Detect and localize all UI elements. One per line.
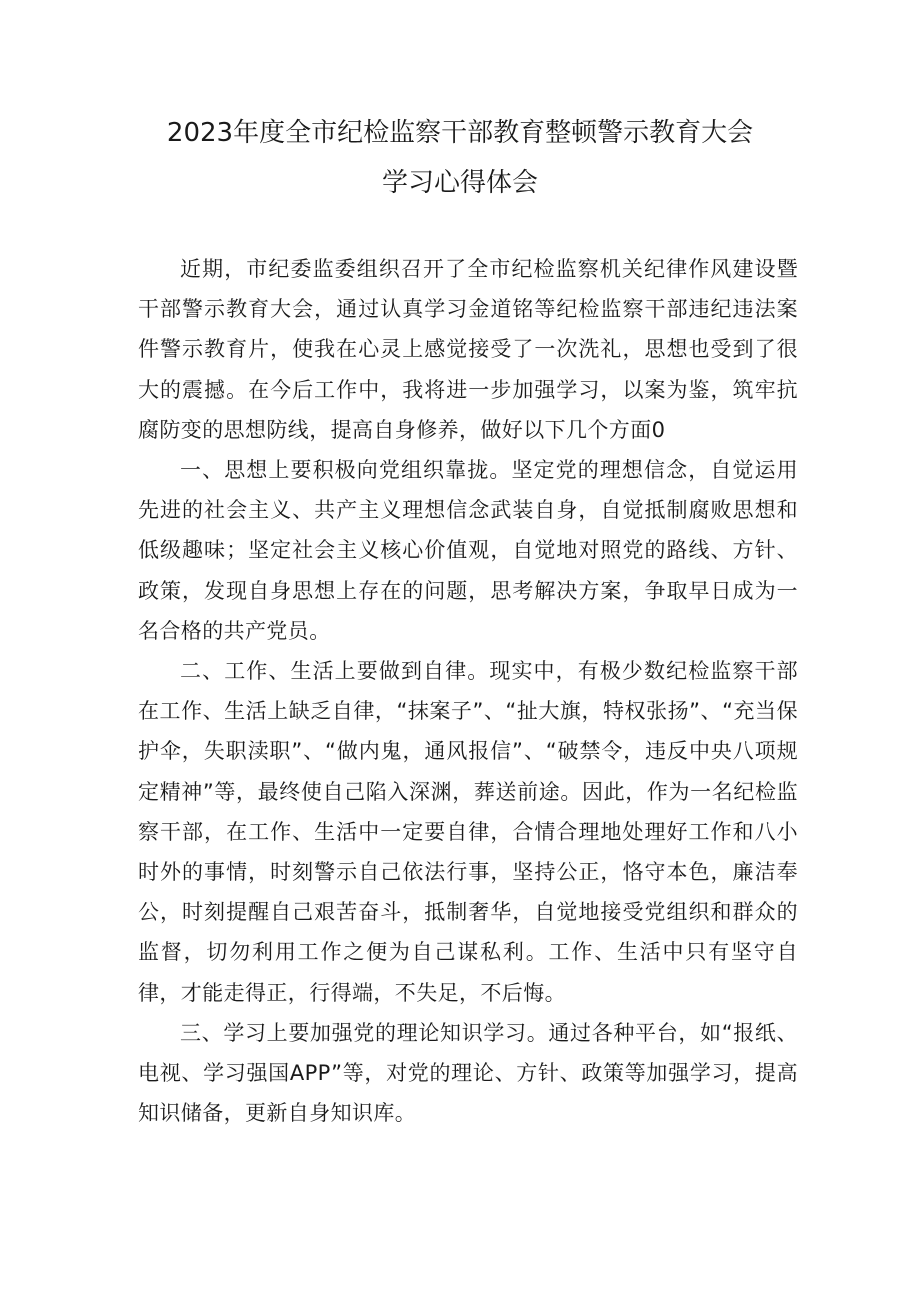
paragraph-point-3: 三、学习上要加强党的理论知识学习。通过各种平台，如“报纸、电视、学习强国APP”等，对党的理论、方针、政策等加强学习，提高知识储备，更新自身知识库。	[138, 1020, 798, 1126]
document-title	[0, 108, 920, 208]
document-body	[138, 249, 798, 1133]
paragraph-intro: 近期，市纪委监委组织召开了全市纪检监察机关纪律作风建设暨干部警示教育大会，通过认真学习金道铭等纪检监察干部违纪违法案件警示教育片，使我在心灵上感觉接受了一次洗礼，思想也受到了很大的震撼。在今后工作中，我将进一步加强学习，以案为鉴，筑牢抗腐防变的思想防线，提高自身修养，做好以下几个方面0	[138, 257, 798, 442]
paragraph-point-1: 一、思想上要积极向党组织靠拢。坚定党的理想信念，自觉运用先进的社会主义、共产主义理想信念武装自身，自觉抵制腐败思想和低级趣味；坚定社会主义核心价值观，自觉地对照党的路线、方针、政策，发现自身思想上存在的问题，思考解决方案，争取早日成为一名合格的共产党员。	[138, 458, 798, 643]
title-line-1: 2023年度全市纪检监察干部教育整顿警示教育大会	[166, 118, 754, 148]
title-line-2: 学习心得体会	[381, 168, 538, 198]
paragraph-point-2: 二、工作、生活上要做到自律。现实中，有极少数纪检监察干部在工作、生活上缺乏自律，“抹案子”、“扯大旗，特权张扬”、“充当保护伞，失职渎职”、“做内鬼，通风报信”、“破禁令，违反中央八项规定精神”等，最终使自己陷入深渊，葬送前途。因此，作为一名纪检监察干部，在工作、生活中一定要自律，合情合理地处理好工作和八小时外的事情，时刻警示自己依法行事，坚持公正，恪守本色，廉洁奉公，时刻提醒自己艰苦奋斗，抵制奢华，自觉地接受党组织和群众的监督，切勿利用工作之便为自己谋私利。工作、生活中只有坚守自律，才能走得正，行得端，不失足，不后悔。	[138, 659, 798, 1005]
